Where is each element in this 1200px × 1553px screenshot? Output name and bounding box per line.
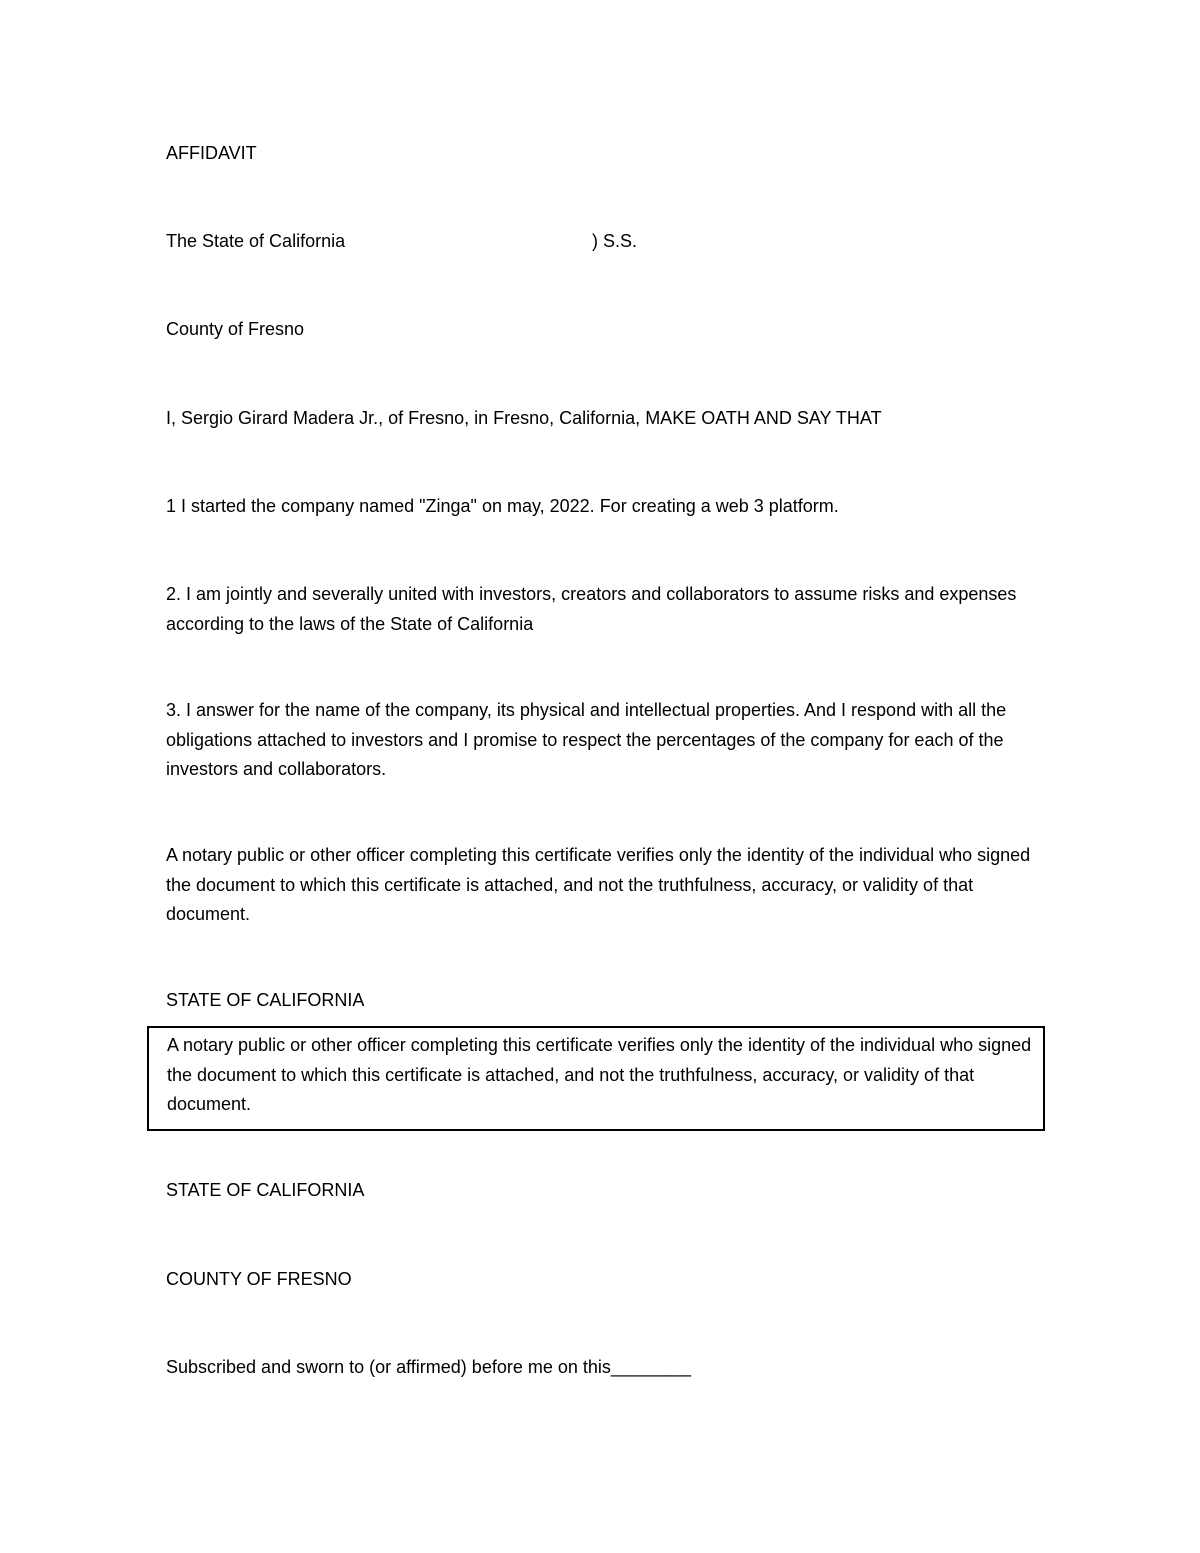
statement-1: 1 I started the company named "Zinga" on may, 2022. For creating a web 3 platform. [166, 496, 839, 516]
statement-3: 3. I answer for the name of the company, its physical and intellectual properties. And I respond with all the obligations attached to investors and I promise to respect the percentages of the company for each of the investors and collaborators. [166, 700, 1007, 779]
county-heading: COUNTY OF FRESNO [166, 1269, 352, 1289]
venue-state: The State of California [166, 231, 346, 251]
state-heading-2: STATE OF CALIFORNIA [166, 1180, 365, 1200]
venue-ss: ) S.S. [592, 231, 638, 251]
notary-notice-boxed: A notary public or other officer completing this certificate verifies only the identity of the individual who signed the document to which this certificate is attached, and not the truthfulness, accuracy, or validity of that document. [167, 1035, 1032, 1114]
notary-notice-box [147, 1026, 1045, 1131]
document-title: AFFIDAVIT [166, 143, 257, 163]
notary-notice: A notary public or other officer completing this certificate verifies only the identity of the individual who signed the document to which this certificate is attached, and not the truthfulness, accuracy, or validity of that document. [166, 845, 1031, 924]
oath-statement: I, Sergio Girard Madera Jr., of Fresno, in Fresno, California, MAKE OATH AND SAY THAT [166, 408, 882, 428]
subscribed-line: Subscribed and sworn to (or affirmed) before me on this________ [166, 1357, 691, 1377]
state-heading-1: STATE OF CALIFORNIA [166, 990, 365, 1010]
statement-2: 2. I am jointly and severally united with investors, creators and collaborators to assume risks and expenses according to the laws of the State of California [166, 584, 1017, 634]
venue-county: County of Fresno [166, 319, 305, 339]
